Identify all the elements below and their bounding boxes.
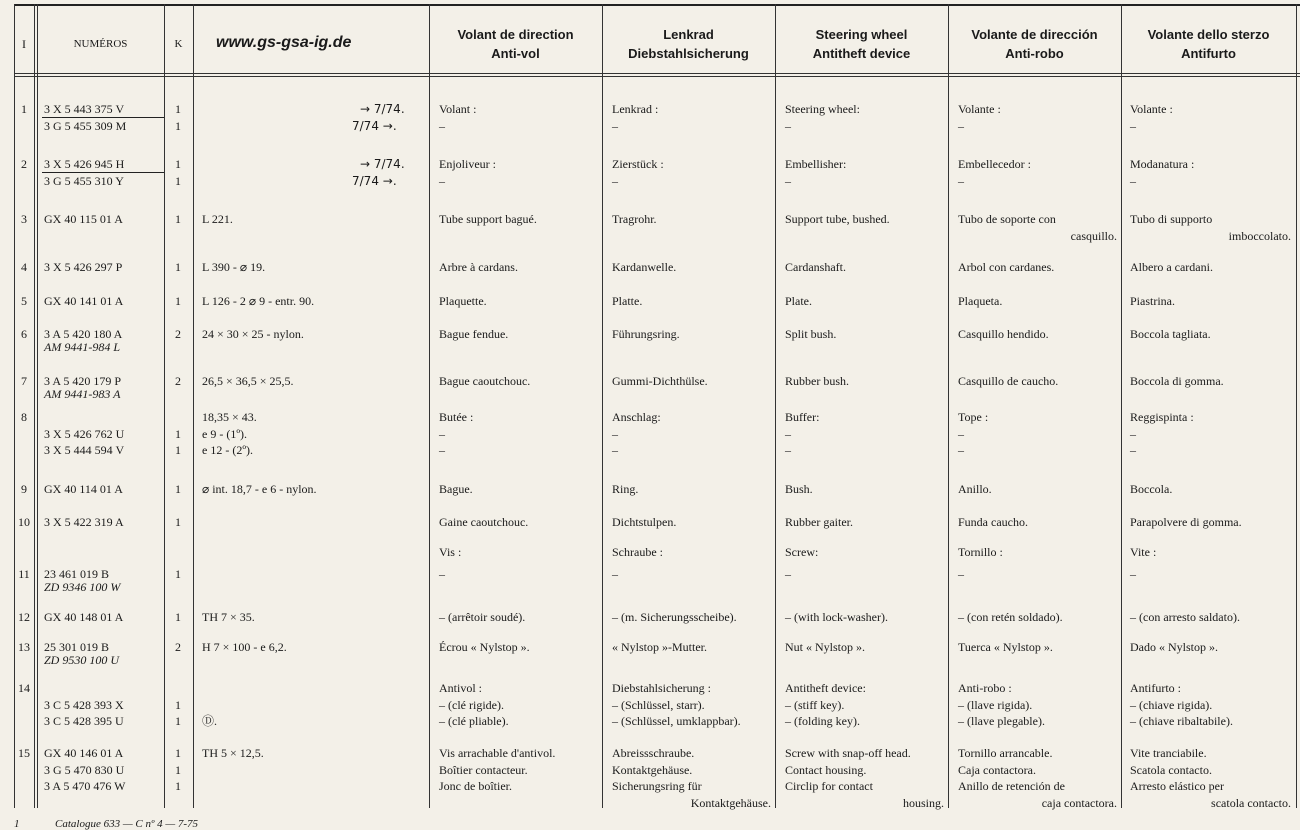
quantity: 2 (175, 374, 181, 388)
column-rule (193, 4, 194, 808)
description-de: Zierstück : (612, 157, 664, 171)
description-de: – (612, 173, 618, 188)
description-es: – (958, 443, 964, 457)
dimension-note: L 221. (202, 212, 233, 226)
row-index: 6 (21, 327, 27, 341)
row-index: 4 (21, 260, 27, 274)
date-marker: 7/74 →. (352, 118, 397, 133)
description-de: Führungsring. (612, 327, 680, 341)
description-en-continued: housing. (902, 795, 944, 810)
description-it: – (chiave rigida). (1130, 697, 1213, 712)
row-index: 14 (18, 681, 30, 695)
part-number: 3 G 5 470 830 U (44, 762, 125, 777)
quantity: 2 (175, 327, 181, 341)
quantity: 1 (175, 443, 181, 457)
header-numeros: NUMÉROS (73, 38, 128, 50)
description-it-continued: imboccolato. (1228, 228, 1291, 243)
part-number: 3 X 5 422 319 A (44, 515, 124, 529)
row-index: 3 (21, 212, 27, 226)
quantity: 1 (175, 212, 181, 226)
dimension-note: e 12 - (2º). (202, 443, 254, 457)
description-es: Tubo de soporte con (958, 212, 1056, 226)
description-it: Scatola contacto. (1130, 762, 1212, 777)
row-index: 10 (18, 515, 30, 529)
part-number-alt: AM 9441-984 L (44, 339, 120, 354)
description-de: Anschlag: (612, 410, 661, 424)
description-es: – (llave rigida). (958, 697, 1033, 712)
dimension-note: H 7 × 100 - e 6,2. (202, 640, 287, 654)
description-es: Tope : (958, 410, 989, 424)
column-rule (429, 4, 430, 808)
description-en: – (785, 173, 791, 188)
part-number: 3 A 5 470 476 W (44, 779, 126, 793)
description-es: Anillo. (958, 482, 992, 496)
part-number: GX 40 148 01 A (44, 610, 124, 624)
description-es: – (llave plegable). (958, 714, 1045, 728)
description-de: – (612, 118, 618, 133)
quantity: 1 (175, 779, 181, 793)
description-fr: – (439, 173, 445, 188)
description-en: Antitheft device: (785, 681, 866, 695)
part-number: 3 X 5 426 945 H (44, 157, 125, 171)
description-it: Albero a cardani. (1130, 260, 1213, 274)
quantity: 1 (175, 173, 181, 188)
description-it: Arresto elástico per (1130, 779, 1224, 793)
description-es: – (con retén soldado). (958, 610, 1063, 624)
row-index: 15 (18, 746, 30, 760)
row-index: 12 (18, 610, 30, 624)
description-it-continued: scatola contacto. (1211, 795, 1291, 810)
row-index: 11 (18, 567, 30, 581)
description-de: Gummi-Dichthülse. (612, 374, 708, 388)
quantity: 1 (175, 426, 181, 441)
description-en: – (785, 426, 791, 441)
description-de: Ring. (612, 482, 639, 496)
description-fr: Volant : (439, 102, 477, 116)
column-rule (602, 4, 603, 808)
description-es: Tuerca « Nylstop ». (958, 640, 1053, 654)
description-de: – (m. Sicherungsscheibe). (612, 610, 737, 624)
part-number: 25 301 019 B (44, 640, 110, 654)
description-en: Screw with snap-off head. (785, 746, 911, 760)
description-fr: – (clé pliable). (439, 714, 509, 728)
part-number: 3 G 5 455 309 M (44, 118, 127, 133)
quantity: 1 (175, 697, 181, 712)
description-de: – (Schlüssel, starr). (612, 697, 705, 712)
description-en: – (785, 443, 791, 457)
description-es: Anillo de retención de (958, 779, 1065, 793)
header-spanish: Volante de dirección Anti-robo (971, 27, 1098, 61)
supersession-rule (42, 117, 164, 118)
description-de: – (612, 426, 618, 441)
description-es: Tornillo arrancable. (958, 746, 1053, 760)
description-en: – (folding key). (785, 714, 860, 728)
description-fr: Bague. (439, 482, 473, 496)
description-en: Rubber bush. (785, 374, 849, 388)
description-en: Steering wheel: (785, 102, 860, 116)
description-fr: Jonc de boîtier. (439, 779, 512, 793)
column-rule (1121, 4, 1122, 808)
description-it: Tubo di supporto (1130, 212, 1213, 226)
part-number: 3 C 5 428 393 X (44, 697, 124, 712)
description-es: Casquillo de caucho. (958, 374, 1059, 388)
description-es: – (958, 173, 964, 188)
description-en: Cardanshaft. (785, 260, 846, 274)
row-index: 9 (21, 482, 27, 496)
quantity: 1 (175, 294, 181, 308)
description-fr: Écrou « Nylstop ». (439, 640, 530, 654)
column-rule (775, 4, 776, 808)
part-number-alt: ZD 9530 100 U (44, 652, 120, 667)
header-k: K (174, 38, 183, 50)
header-french: Volant de direction Anti-vol (457, 27, 574, 61)
description-it: – (con arresto saldato). (1130, 610, 1240, 624)
description-es: – (958, 118, 964, 133)
part-number-alt: ZD 9346 100 W (44, 579, 121, 594)
part-number: GX 40 115 01 A (44, 212, 123, 226)
row-index: 1 (21, 102, 27, 116)
dimension-note: Ⓓ. (202, 714, 218, 728)
description-it: – (chiave ribaltabile). (1130, 714, 1233, 728)
description-es: Arbol con cardanes. (958, 260, 1055, 274)
description-en: Buffer: (785, 410, 820, 424)
description-de: Lenkrad : (612, 102, 659, 116)
description-es: – (958, 567, 964, 581)
header-german: Lenkrad Diebstahlsicherung (628, 27, 749, 61)
description-es: Volante : (958, 102, 1001, 116)
dimension-note: 18,35 × 43. (202, 410, 257, 424)
description-es: Caja contactora. (958, 762, 1036, 777)
description-en: Nut « Nylstop ». (785, 640, 866, 654)
description-fr: Plaquette. (439, 294, 487, 308)
part-number-alt: AM 9441-983 A (44, 386, 121, 401)
dimension-note: 26,5 × 36,5 × 25,5. (202, 374, 294, 388)
quantity: 1 (175, 515, 181, 529)
description-de: – (612, 443, 618, 457)
description-de-continued: Kontaktgehäuse. (690, 795, 771, 810)
description-en: Plate. (785, 294, 812, 308)
part-number: 3 A 5 420 179 P (44, 374, 122, 388)
part-number: 23 461 019 B (44, 567, 110, 581)
description-de: Platte. (612, 294, 643, 308)
description-it: Vite : (1130, 545, 1157, 559)
column-rule (164, 4, 165, 808)
description-it: Modanatura : (1130, 157, 1195, 171)
row-index: 2 (21, 157, 27, 171)
description-fr: Vis arrachable d'antivol. (439, 746, 556, 760)
description-es: – (958, 426, 964, 441)
part-number: 3 G 5 455 310 Y (44, 173, 124, 188)
quantity: 1 (175, 567, 181, 581)
part-number: GX 40 141 01 A (44, 294, 124, 308)
description-en: Rubber gaiter. (785, 515, 853, 529)
description-en: – (785, 567, 791, 581)
description-it: Parapolvere di gomma. (1130, 515, 1242, 529)
dimension-note: ⌀ int. 18,7 - e 6 - nylon. (202, 482, 317, 496)
description-fr: Bague caoutchouc. (439, 374, 531, 388)
part-number: 3 X 5 426 762 U (44, 426, 125, 441)
description-en: – (785, 118, 791, 133)
description-fr: Antivol : (439, 681, 483, 695)
description-it: – (1130, 567, 1136, 581)
quantity: 1 (175, 157, 181, 171)
date-marker: → 7/74. (360, 102, 405, 116)
description-en: Split bush. (785, 327, 837, 341)
description-fr: Tube support bagué. (439, 212, 537, 226)
supersession-rule (42, 172, 164, 173)
description-it: – (1130, 118, 1136, 133)
description-fr: Enjoliveur : (439, 157, 496, 171)
description-it: Boccola di gomma. (1130, 374, 1224, 388)
header-rule (14, 73, 1300, 74)
description-de: Kontaktgehäuse. (612, 762, 693, 777)
quantity: 1 (175, 102, 181, 116)
description-it: Boccola. (1130, 482, 1173, 496)
description-it: Boccola tagliata. (1130, 327, 1211, 341)
date-marker: 7/74 →. (352, 173, 397, 188)
description-es: Casquillo hendido. (958, 327, 1049, 341)
dimension-note: TH 5 × 12,5. (202, 746, 264, 760)
description-en: Contact housing. (785, 762, 867, 777)
description-it: Dado « Nylstop ». (1130, 640, 1218, 654)
column-rule (948, 4, 949, 808)
quantity: 1 (175, 482, 181, 496)
column-rule (34, 4, 35, 808)
description-de: « Nylstop »-Mutter. (612, 640, 707, 654)
description-de: Diebstahlsicherung : (612, 681, 711, 695)
description-de: Schraube : (612, 545, 663, 559)
description-fr: – (439, 443, 445, 457)
description-fr: Vis : (439, 545, 462, 559)
description-en: – (stiff key). (785, 697, 845, 712)
description-fr: – (clé rigide). (439, 697, 504, 712)
part-number: 3 C 5 428 395 U (44, 714, 124, 728)
description-es: Funda caucho. (958, 515, 1028, 529)
description-en: Bush. (785, 482, 813, 496)
column-rule (37, 4, 38, 808)
row-index: 8 (21, 410, 27, 424)
description-de: Tragrohr. (612, 212, 657, 226)
part-number: 3 X 5 426 297 P (44, 260, 123, 274)
description-es-continued: casquillo. (1070, 228, 1117, 243)
description-it: – (1130, 426, 1136, 441)
description-en: – (with lock-washer). (785, 610, 888, 624)
quantity: 1 (175, 714, 181, 728)
description-en: Support tube, bushed. (785, 212, 890, 226)
description-de: Kardanwelle. (612, 260, 677, 274)
part-number: GX 40 114 01 A (44, 482, 123, 496)
description-it: Reggispinta : (1130, 410, 1194, 424)
part-number: 3 X 5 444 594 V (44, 443, 125, 457)
description-en: Screw: (785, 545, 819, 559)
description-it: Piastrina. (1130, 294, 1175, 308)
description-es: Plaqueta. (958, 294, 1003, 308)
header-rule (14, 76, 1300, 77)
part-number: 3 A 5 420 180 A (44, 327, 123, 341)
row-index: 13 (18, 640, 30, 654)
date-marker: → 7/74. (360, 157, 405, 171)
description-es: Tornillo : (958, 545, 1003, 559)
quantity: 1 (175, 610, 181, 624)
quantity: 1 (175, 118, 181, 133)
description-de: Abreissschraube. (612, 746, 695, 760)
description-it: – (1130, 443, 1136, 457)
description-en: Circlip for contact (785, 779, 873, 793)
page-number: 1 (14, 818, 20, 830)
catalogue-reference: Catalogue 633 — C nº 4 — 7-75 (55, 818, 199, 830)
description-de: Dichtstulpen. (612, 515, 677, 529)
description-de: – (Schlüssel, umklappbar). (612, 714, 741, 728)
top-rule (14, 4, 1300, 6)
description-fr: Gaine caoutchouc. (439, 515, 529, 529)
header-index: I (22, 36, 26, 51)
description-es: Embellecedor : (958, 157, 1031, 171)
header-italian: Volante dello sterzo Antifurto (1147, 27, 1270, 61)
description-fr: Butée : (439, 410, 474, 424)
description-fr: Boîtier contacteur. (439, 762, 528, 777)
description-en: Embellisher: (785, 157, 847, 171)
description-it: Antifurto : (1130, 681, 1181, 695)
part-number: 3 X 5 443 375 V (44, 102, 125, 116)
website-watermark: www.gs-gsa-ig.de (216, 34, 352, 51)
description-de: Sicherungsring für (612, 779, 702, 793)
dimension-note: TH 7 × 35. (202, 610, 255, 624)
description-es-continued: caja contactora. (1041, 795, 1117, 810)
description-es: Anti-robo : (958, 681, 1012, 695)
column-rule (1296, 4, 1297, 808)
description-fr: – (arrêtoir soudé). (439, 610, 526, 624)
quantity: 1 (175, 762, 181, 777)
description-fr: Bague fendue. (439, 327, 509, 341)
description-it: Volante : (1130, 102, 1173, 116)
dimension-note: L 126 - 2 ⌀ 9 - entr. 90. (202, 294, 315, 308)
dimension-note: e 9 - (1º). (202, 426, 248, 441)
description-fr: – (439, 567, 445, 581)
page-footer (14, 818, 198, 830)
quantity: 1 (175, 260, 181, 274)
description-fr: – (439, 118, 445, 133)
description-it: Vite tranciabile. (1130, 746, 1207, 760)
row-index: 7 (21, 374, 27, 388)
row-index: 5 (21, 294, 27, 308)
quantity: 2 (175, 640, 181, 654)
description-fr: – (439, 426, 445, 441)
description-fr: Arbre à cardans. (439, 260, 518, 274)
header-english: Steering wheel Antitheft device (812, 27, 911, 61)
description-it: – (1130, 173, 1136, 188)
description-de: – (612, 567, 618, 581)
dimension-note: L 390 - ⌀ 19. (202, 260, 266, 274)
part-number: GX 40 146 01 A (44, 746, 124, 760)
dimension-note: 24 × 30 × 25 - nylon. (202, 327, 304, 341)
quantity: 1 (175, 746, 181, 760)
